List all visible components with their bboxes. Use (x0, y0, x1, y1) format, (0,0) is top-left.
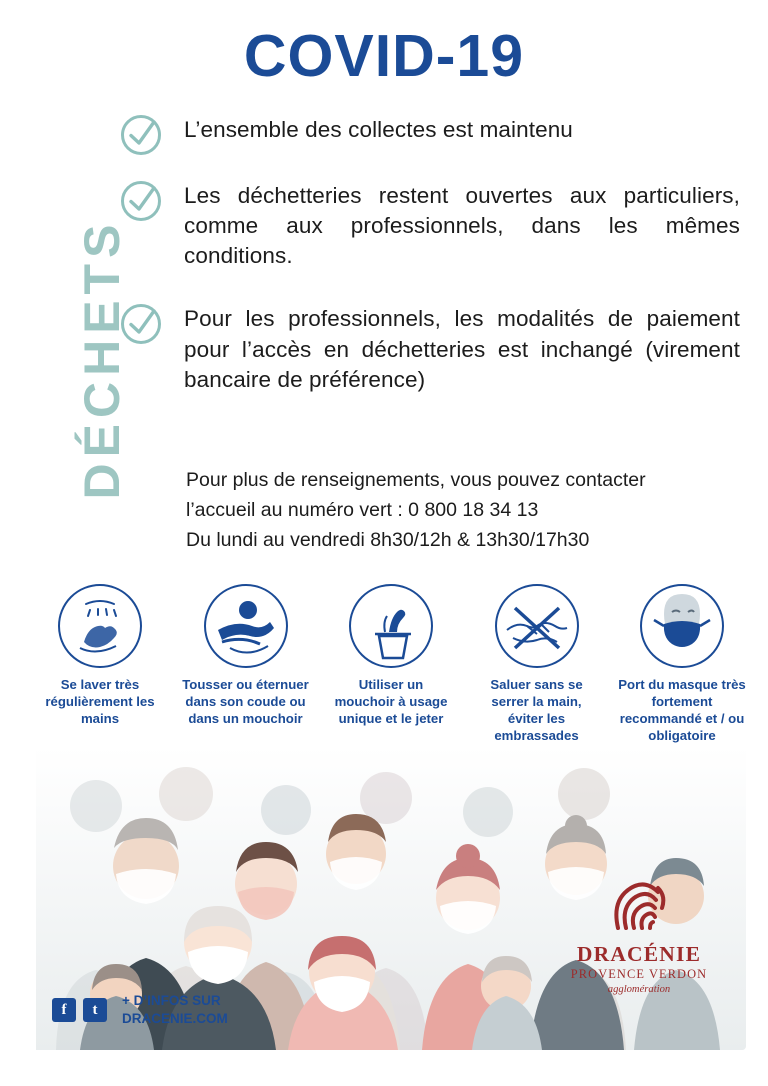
gesture-item (327, 584, 455, 745)
list-item-label: L’ensemble des collectes est maintenu (184, 117, 573, 142)
barrier-gestures-row (36, 584, 746, 745)
vertical-section-label: DÉCHETS (74, 218, 130, 500)
gesture-item (36, 584, 164, 745)
bullet-list (120, 112, 740, 417)
gesture-label: Port du masque très fortement recommandé et / ou obligatoire (618, 677, 746, 743)
page-title: COVID-19 (243, 23, 525, 89)
website-callout-line-1: + D’INFOS SUR (122, 993, 221, 1008)
face-mask-icon (640, 584, 724, 668)
website-callout (122, 992, 228, 1028)
gesture-label: Saluer sans se serrer la main, éviter les embrassades (490, 677, 583, 743)
gesture-label: Se laver très régulièrement les mains (45, 677, 155, 726)
gesture-label: Utiliser un mouchoir à usage unique et le jeter (334, 677, 448, 726)
check-circle-icon (120, 114, 162, 156)
list-item-label: Les déchetteries restent ouvertes aux particuliers, comme aux professionnels, dans les mêmes conditions. (184, 183, 740, 269)
gesture-item (618, 584, 746, 745)
website-callout-line-2: DRACENIE.COM (122, 1011, 228, 1027)
list-item-label: Pour les professionnels, les modalités de paiement pour l’accès en déchetteries est inchangé (virement bancaire de préférence) (184, 306, 740, 392)
check-circle-icon (120, 180, 162, 222)
contact-block (186, 466, 746, 555)
social-strip (52, 992, 228, 1028)
tissue-bin-icon (349, 584, 433, 668)
contact-line-2: l’accueil au numéro vert : 0 800 18 34 13 (186, 498, 539, 521)
dracenie-mark-icon (608, 876, 670, 936)
list-item (120, 301, 740, 394)
facebook-icon[interactable]: f (52, 998, 76, 1022)
logo-name: DRACÉNIE (576, 942, 702, 966)
contact-line-3: Du lundi au vendredi 8h30/12h & 13h30/17h30 (186, 528, 590, 551)
logo-subtitle-2: agglomération (607, 984, 671, 995)
wash-hands-icon (58, 584, 142, 668)
contact-line-1: Pour plus de renseignements, vous pouvez contacter (186, 469, 646, 491)
gesture-label: Tousser ou éternuer dans son coude ou dans un mouchoir (182, 677, 309, 726)
twitter-icon[interactable]: t (83, 998, 107, 1022)
cough-elbow-icon (204, 584, 288, 668)
list-item (120, 178, 740, 271)
logo (554, 876, 724, 995)
gesture-item (473, 584, 601, 745)
gesture-item (182, 584, 310, 745)
check-circle-icon (120, 303, 162, 345)
logo-subtitle: PROVENCE VERDON (570, 967, 708, 981)
no-handshake-icon (495, 584, 579, 668)
list-item (120, 112, 740, 156)
